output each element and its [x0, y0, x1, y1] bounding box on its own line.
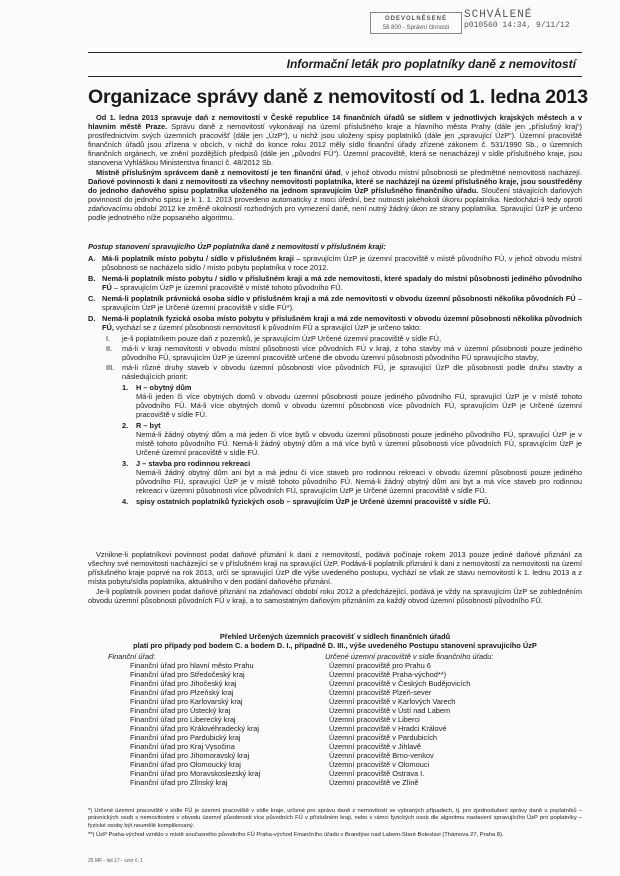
priority-item — [122, 421, 582, 457]
intro-paragraph-1 — [88, 113, 582, 167]
approval-stamp — [464, 9, 574, 35]
procedure-heading: Postup stanovení spravujícího ÚzP poplatníka daně z nemovitostí v příslušném kraji: — [88, 242, 386, 251]
subitem-key: I. — [106, 334, 111, 343]
priority-key: 4. — [122, 497, 129, 506]
procedure-item — [88, 254, 582, 272]
tax-office-name: Finanční úřad pro Pardubický kraj — [130, 733, 241, 742]
priority-description: Nemá-li žádný obytný dům ani byt a má jednu či více staveb pro rodinnou rekreaci v obvodu územní působnosti pouze jediného původního FÚ, spravující ÚzP je v místě tohoto původního FÚ. Nemá-li žádný obytný dům ani byt a má více staveb pro rodinnou rekreaci v územní působnosti více původních FÚ, spravujícím ÚzP je Určené územní pracoviště v sídle FÚ. — [136, 468, 582, 495]
item-rest: vychází se z územní působnosti nemovitostí k původním FÚ a spravující ÚzP je určeno takto: — [113, 323, 422, 332]
item-bold: Nemá-li poplatník fyzická osoba místo pobytu v příslušném kraji a má zde nemovitosti v obvodu územní působnosti několika původních FÚ, — [102, 314, 582, 332]
designated-workplace: Územní pracoviště pro Prahu 6 — [329, 661, 431, 670]
case-d-subitems — [88, 334, 582, 381]
priority-head: J – stavba pro rodinnou rekreaci — [136, 459, 251, 468]
priority-key: 3. — [122, 459, 129, 468]
offices-table — [100, 652, 570, 787]
item-key: B. — [88, 274, 96, 283]
priority-text — [136, 459, 582, 495]
approval-code: p010560 14:34, 9/11/12 — [464, 21, 570, 30]
designated-workplace: Územní pracoviště v Pardubicích — [329, 733, 438, 742]
priority-key: 1. — [122, 383, 129, 392]
item-rest: – spravujícím ÚzP je územní pracoviště v místě tohoto původního FÚ. — [111, 283, 343, 292]
priority-head: R – byt — [136, 421, 161, 430]
overview-title: Přehled Určených územních pracovišť v sídlech finančních úřadů — [219, 632, 451, 641]
item-text — [102, 274, 582, 292]
tax-office-name: Finanční úřad pro Olomoucký kraj — [130, 760, 241, 769]
p2-lead: Místně příslušným správcem daně z nemovitostí je ten finanční úřad — [96, 168, 341, 177]
priority-description: – spravujícím ÚzP je Určené územní pracoviště v sídle FÚ. — [284, 497, 491, 506]
case-d-subitem — [106, 334, 582, 343]
tax-office-column — [100, 652, 325, 787]
tax-office-name: Finanční úřad pro Plzeňský kraj — [130, 688, 234, 697]
tax-office-name: Finanční úřad pro hlavní město Prahu — [130, 661, 254, 670]
item-text — [102, 314, 582, 332]
priority-description: Nemá-li žádný obytný dům a má jeden či více bytů v obvodu územní působnosti pouze jediného původního FÚ, spravující ÚzP je v místě tohoto původního FÚ. Nemá-li žádný obytný dům a má více bytů v územní působnosti více původních FÚ, spravujícím ÚzP je Určené územní pracoviště v sídle FÚ. — [136, 430, 582, 457]
p2-mid: , v jehož obvodu místní působnosti se předmětné nemovitosti nacházejí. — [340, 168, 582, 177]
designated-workplace: Územní pracoviště v Hradci Králové — [329, 724, 447, 733]
case-d-subitem — [106, 363, 582, 381]
p2-rest: Sloučení stávajících daňových povinností do jednoho spisu je k 1. 1. 2013 provedeno automaticky z moci úřední, bez nutnosti jakéhokoli úkonu poplatníka. Nedochází-li tedy oproti zdaňovacímu období 2012 ke změně okolností rozhodných pro vymezení daně, není nutný žádný úkon ze strany poplatníka. Spravující ÚzP je určeno podle jednotného níže popsaného algoritmu. — [88, 186, 582, 222]
priority-item — [122, 383, 582, 419]
intro-paragraph-2 — [88, 168, 582, 222]
tax-office-name: Finanční úřad pro Karlovarský kraj — [130, 697, 243, 706]
tax-office-name: Finanční úřad pro Středočeský kraj — [130, 670, 245, 679]
designated-workplace: Územní pracoviště Plzeň-sever — [329, 688, 432, 697]
designated-workplace: Územní pracoviště Brno-venkov — [329, 751, 434, 760]
footnotes — [88, 808, 582, 840]
item-bold: Má-li poplatník místo pobytu / sídlo v příslušném kraji — [102, 254, 294, 263]
designated-workplace: Územní pracoviště v Karlových Varech — [329, 697, 456, 706]
item-key: A. — [88, 254, 96, 263]
footnote-2: **) ÚzP Praha-východ vzniklo v místě současného původního FÚ Praha-východ Finančního úřadu v Brandýse nad Labem-Staré Boleslavi (Thámova 27, Praha 8). — [88, 832, 504, 839]
subitem-text: má-li různé druhy staveb v obvodu územní působnosti více původních FÚ, je spravující ÚzP dle působnosti podle druhu stavby a následujících priorit: — [122, 363, 582, 381]
priority-item — [122, 497, 582, 506]
procedure-item — [88, 314, 582, 332]
subitem-text: má-li v kraji nemovitosti v obvodu místní působnosti více původních FÚ v kraji, z toho stavby má v územní působnosti pouze jediného původního FÚ, spravujícím ÚzP je územní pracoviště určené dle obvodu územní působnosti původního FÚ spravujícího stavby, — [122, 344, 582, 362]
tax-office-name: Finanční úřad pro Liberecký kraj — [130, 715, 236, 724]
subitem-key: III. — [106, 363, 115, 372]
tax-office-header: Finanční úřad: — [108, 652, 156, 661]
overview-subtitle: platí pro případy pod bodem C. a bodem D. I., případně D. III., výše uvedeného Postupu stanovení spravujícího ÚzP — [133, 641, 537, 650]
designated-workplace: Územní pracoviště v Liberci — [329, 715, 420, 724]
priority-list — [88, 383, 582, 506]
filing-text — [88, 550, 582, 605]
footnote-1: *) Určené územní pracoviště v sídle FÚ je územní pracoviště v sídle kraje, určené pro správu daně z nemovitostí ve vybraných případech, tj. pro zjednodušení správy daně u poplatníků – právnických osob s nemovitostmi v obvodu územní působnosti více původních FÚ v příslušném kraji, nebo v rámci fyzických osob dle algoritmu nastavení spravujícího ÚzP pro poplatníky – fyzické osoby být neumělé komplikovaný. — [88, 808, 582, 829]
workplace-column — [325, 652, 570, 787]
filing-paragraph-1: Vznikne-li poplatníkovi povinnost podat daňové přiznání k dani z nemovitostí, podává počínaje rokem 2013 pouze jediné daňové přiznání za všechny své nemovitosti nacházející se v příslušném kraji na spravující ÚzP. Podává-li poplatník přiznání k dani z nemovitostí za nemovitosti na území příslušného kraje poprvé na rok 2013, určí se spravující ÚzP dle výše uvedeného postupu, vychází se však ze stavu nemovitostí k 1. lednu 2013 a z místa pobytu/sídla poplatníka, aktuálního v den podání daňového přiznání. — [88, 550, 582, 586]
filing-paragraph-2: Je-li poplatník povinen podat daňové přiznání na zdaňovací období roku 2012 a předcházející, podává je vždy na spravujícím ÚzP se zohledněním obvodu územní působnosti původních FÚ v kraji, a to samostatným daňovým přiznáním za každý obvod územní působnosti původního FÚ. — [88, 587, 582, 605]
item-text — [102, 254, 582, 272]
intro-lead: Od 1. ledna 2013 spravuje daň z nemovitostí v České republice 14 finančních úřadů se sídlem v jednotlivých krajských městech a v hlavním městě Praze. — [88, 113, 582, 131]
designated-workplace: Územní pracoviště v Ústí nad Labem — [329, 706, 451, 715]
item-rest: – spravujícím ÚzP je územní pracoviště v místě původního FÚ, v jehož obvodu místní působnosti se nacházelo sídlo / místo pobytu poplatníka v roce 2012. — [102, 254, 582, 272]
priority-text — [136, 497, 582, 506]
tax-office-name: Finanční úřad pro Jihomoravský kraj — [130, 751, 250, 760]
designated-workplace: Územní pracoviště Praha-východ**) — [329, 670, 447, 679]
tax-office-name: Finanční úřad pro Ústecký kraj — [130, 706, 231, 715]
item-bold: Nemá-li poplatník právnická osoba sídlo v příslušném kraji a má zde nemovitosti v obvodu územní působnosti několika původních FÚ — [102, 294, 576, 303]
form-code: 25 MF - list 17 - vzor č. 1 — [88, 858, 144, 864]
priority-key: 2. — [122, 421, 129, 430]
item-text — [102, 294, 582, 312]
workplace-header: Určené územní pracoviště v sídle finančního úřadu: — [325, 652, 494, 661]
p2-bold: Daňové povinnosti k dani z nemovitostí za všechny nemovitosti poplatníka, které se nacházejí na území příslušného kraje, jsou soustředěny do jednoho daňového spisu poplatníka uloženého na jednom spravujícím ÚzP příslušného finančního úřadu. — [88, 177, 582, 195]
subitem-key: II. — [106, 344, 113, 353]
tax-office-name: Finanční úřad pro Jihočeský kraj — [130, 679, 237, 688]
leaflet-subtitle: Informační leták pro poplatníky daně z nemovitostí — [286, 57, 576, 71]
subtitle-rule — [88, 76, 582, 77]
designated-workplace: Územní pracoviště v Olomouci — [329, 760, 430, 769]
priority-description: Má-li jeden či více obytných domů v obvodu územní působnosti pouze jediného původního FÚ, spravující ÚzP je v místě tohoto původního FÚ. Má-li více obytných domů v obvodu územní působnosti více původních FÚ, spravujícím ÚzP je Určené územní pracoviště v sídle FÚ. — [136, 392, 582, 419]
item-key: C. — [88, 294, 96, 303]
designated-workplace: Územní pracoviště v Jihlavě — [329, 742, 422, 751]
subitem-text: je-li poplatníkem pouze daň z pozemků, je spravujícím ÚzP Určené územní pracoviště v sídle FÚ, — [122, 334, 442, 343]
tax-office-name: Finanční úřad pro Kraj Vysočina — [130, 742, 235, 751]
offices-overview — [100, 632, 570, 787]
intro-text — [88, 113, 582, 222]
tax-office-name: Finanční úřad pro Královéhradecký kraj — [130, 724, 259, 733]
designated-workplace: Územní pracoviště Ostrava I. — [329, 769, 425, 778]
header-rule — [88, 52, 582, 53]
priority-head: H – obytný dům — [136, 383, 192, 392]
tax-office-name: Finanční úřad pro Zlínský kraj — [130, 778, 228, 787]
page-title: Organizace správy daně z nemovitostí od 1. ledna 2013 — [88, 86, 588, 108]
designated-workplace: Územní pracoviště ve Zlíně — [329, 778, 419, 787]
designated-workplace: Územní pracoviště v Českých Budějovicích — [329, 679, 471, 688]
item-bold: Nemá-li poplatník místo pobytu / sídlo v příslušném kraji a má zde nemovitosti, které spadaly do místní působnosti jediného původního FÚ — [102, 274, 582, 292]
item-rest: – spravujícím ÚzP je Určené územní pracoviště v sídle FÚ*). — [102, 294, 582, 312]
approval-title: SCHVÁLENÉ — [464, 9, 533, 21]
priority-text — [136, 421, 582, 457]
priority-text — [136, 383, 582, 419]
procedure-items — [88, 254, 582, 332]
procedure-item — [88, 294, 582, 312]
stamp-top-text: ODEVOLNĚSENÉ — [384, 16, 447, 22]
procedure-item — [88, 274, 582, 292]
priority-item — [122, 459, 582, 495]
intro-rest: Správu daně z nemovitostí vykonávají na území příslušného kraje a hlavního města Prahy (dále jen „příslušný kraj“) prostřednictvím svých územních pracovišť (dále jen „ÚzP“), u nichž jsou uloženy spisy poplatníků (dále jen „spravující ÚzP“). Územní pracoviště finančních úřadů jsou zřízena v obcích, v nichž do konce roku 2012 měly sídlo finanční úřady zřízené zákonem č. 531/1990 Sb., o územních finančních orgánech, ve znění pozdějších předpisů (dále jen „původní FÚ“). Územní pracoviště, která se nenacházejí v sídle příslušného kraje, jsou stanovena Vyhláškou Ministerstva financí č. 48/2012 Sb. — [88, 122, 582, 167]
tax-office-name: Finanční úřad pro Moravskoslezský kraj — [130, 769, 261, 778]
priority-head: spisy ostatních poplatníků fyzických osob — [136, 497, 285, 506]
stamp-bottom-text: 58 800 - Správní činnosti — [382, 25, 450, 31]
registration-stamp — [370, 12, 462, 34]
case-d-subitem — [106, 344, 582, 362]
item-key: D. — [88, 314, 96, 323]
procedure-section — [88, 242, 582, 508]
